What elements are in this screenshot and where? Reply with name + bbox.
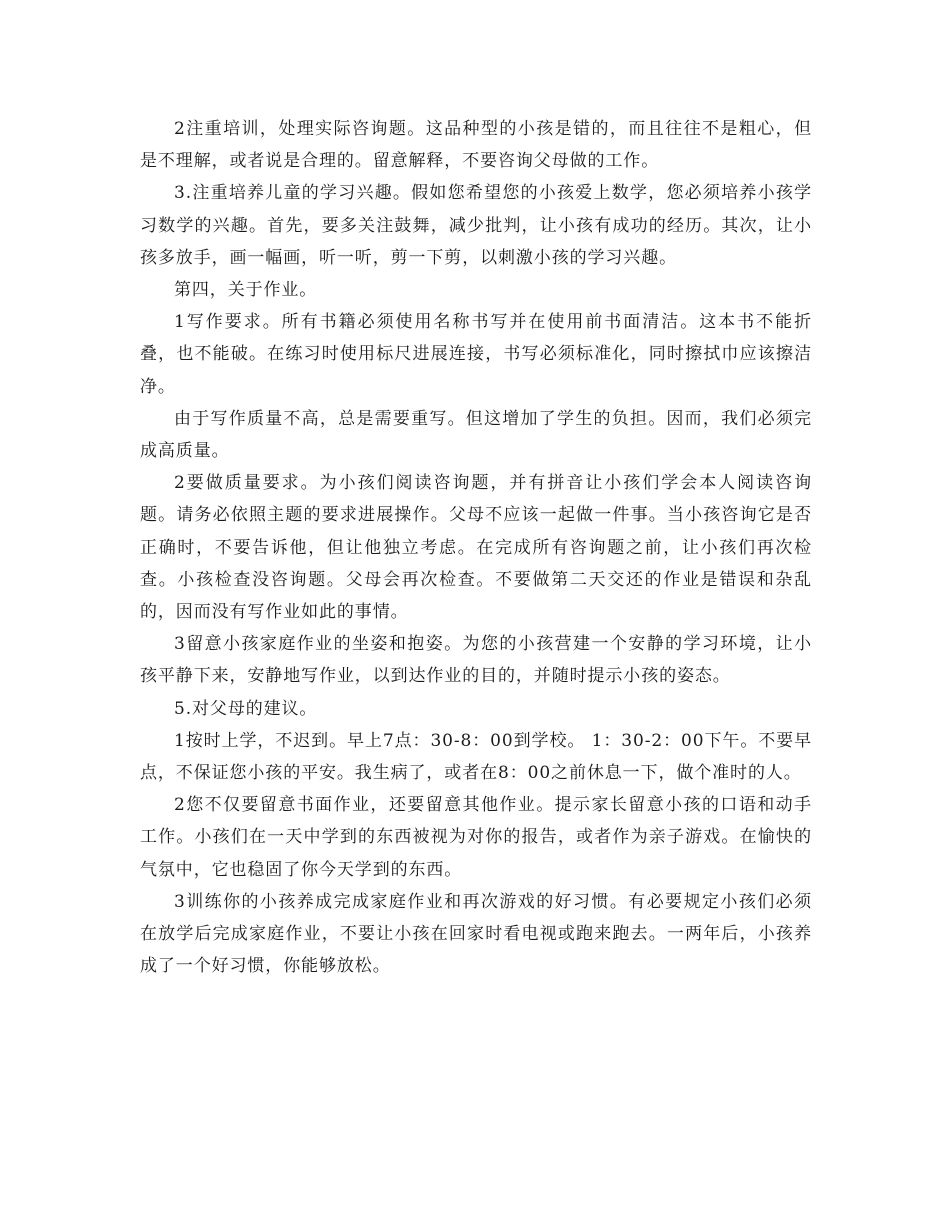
paragraph-punctuality: 1按时上学，不迟到。早上7点：30-8：00到学校。 1：30-2：00下午。不要早点，不保证您小孩的平安。我生病了，或者在8：00之前休息一下，做个准时的人。 xyxy=(140,730,812,784)
paragraph-posture: 3留意小孩家庭作业的坐姿和抱姿。为您的小孩营建一个安静的学习环境，让小孩平静下来，安静地写作业，以到达作业的目的，并随时提示小孩的姿态。 xyxy=(140,634,812,687)
paragraph-parent-advice-heading: 5.对父母的建议。 xyxy=(174,698,318,719)
paragraph-training: 2注重培训，处理实际咨询题。这品种型的小孩是错的，而且往往不是粗心，但是不理解，或者说是合理的。留意解释，不要咨询父母做的工作。 xyxy=(140,119,812,172)
paragraph-homework-heading: 第四，关于作业。 xyxy=(174,280,318,301)
paragraph-good-habits: 3训练你的小孩养成完成家庭作业和再次游戏的好习惯。有必要规定小孩们必须在放学后完成家庭作业，不要让小孩在回家时看电视或跑来跑去。一两年后，小孩养成了一个好习惯，你能够放松。 xyxy=(140,891,812,977)
document-body xyxy=(140,113,812,982)
paragraph-other-homework: 2您不仅要留意书面作业，还要留意其他作业。提示家长留意小孩的口语和动手工作。小孩们在一天中学到的东西被视为对你的报告，或者作为亲子游戏。在愉快的气氛中，它也稳固了你今天学到的东西。 xyxy=(140,795,812,880)
paragraph-quality-requirements: 2要做质量要求。为小孩们阅读咨询题，并有拼音让小孩们学会本人阅读咨询题。请务必依照主题的要求进展操作。父母不应该一起做一件事。当小孩咨询它是否正确时，不要告诉他，但让他独立考虑。在完成所有咨询题之前，让小孩们再次检查。小孩检查没咨询题。父母会再次检查。不要做第二天交还的作业是错误和杂乱的，因而没有写作业如此的事情。 xyxy=(140,473,812,623)
paragraph-writing-quality: 由于写作质量不高，总是需要重写。但这增加了学生的负担。因而，我们必须完成高质量。 xyxy=(140,408,812,462)
paragraph-writing-requirements: 1写作要求。所有书籍必须使用名称书写并在使用前书面清洁。这本书不能折叠，也不能破。在练习时使用标尺进展连接，书写必须标准化，同时擦拭巾应该擦洁净。 xyxy=(140,312,812,397)
paragraph-interest: 3.注重培养儿童的学习兴趣。假如您希望您的小孩爱上数学，您必须培养小孩学习数学的兴趣。首先，要多关注鼓舞，减少批判，让小孩有成功的经历。其次，让小孩多放手，画一幅画，听一听，剪一下剪，以刺激小孩的学习兴趣。 xyxy=(140,183,812,268)
